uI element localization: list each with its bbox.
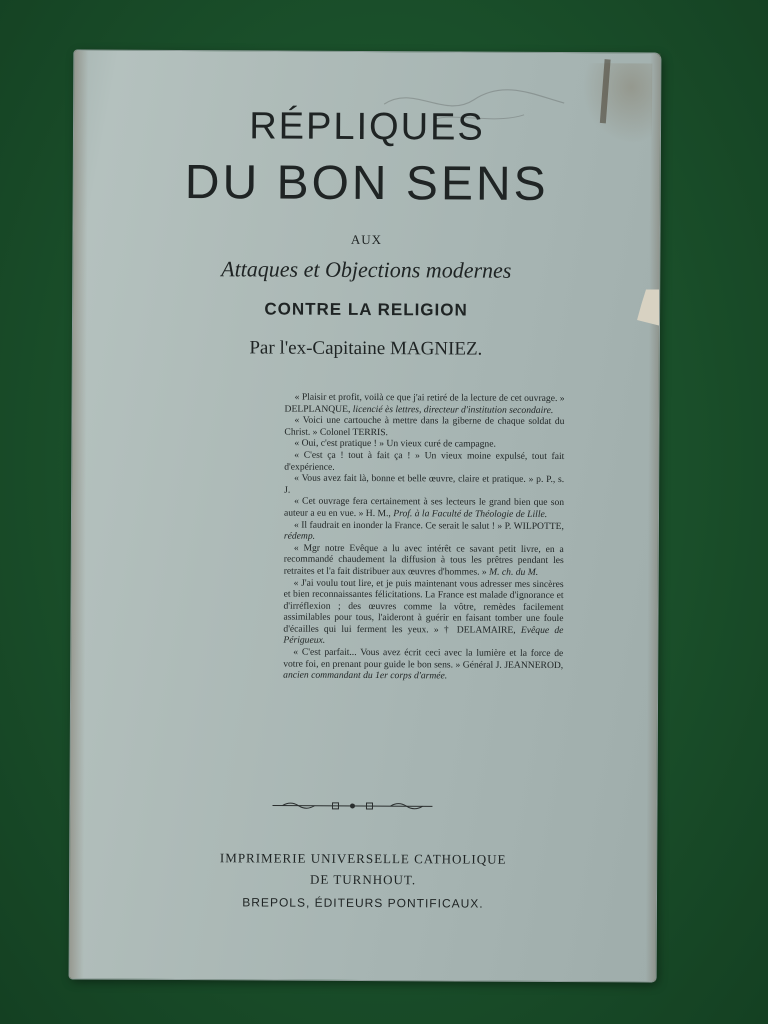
quote: « Voici une cartouche à mettre dans la giberne de chaque soldat du Christ. » Colonel TERRIS. (284, 414, 565, 438)
quote: « C'est parfait... Vous avez écrit ceci avec la lumière et la force de votre foi, en prenant pour guide le bon sens. » Général J. JEANNEROD, ancien commandant du 1er corps d'armée. (283, 646, 564, 682)
ornament-divider (272, 800, 432, 813)
quote: « C'est ça ! tout à fait ça ! » Un vieux moine expulsé, tout fait d'expérience. (284, 449, 565, 473)
imprint-line-3: BREPOLS, ÉDITEURS PONTIFICAUX. (242, 895, 484, 911)
quote: « Mgr notre Evêque a lu avec intérêt ce savant petit livre, en a recommandé chaudement la diffusion à tous les prêtres pendant les retraites et l'a fait distribuer aux œuvres d'hommes. » M. ch. du M. (283, 542, 564, 578)
quote: « Cet ouvrage fera certainement à ses lecteurs le grand bien que son auteur a eu en vue. » H. M., Prof. à la Faculté de Théologie de Lille. (283, 495, 565, 520)
quote: « Il faudrait en inonder la France. Ce serait le salut ! » P. WILPOTTE, rédemp. (283, 519, 564, 542)
imprint-line-2: DE TURNHOUT. (309, 871, 417, 888)
title-line-1: RÉPLIQUES (249, 105, 485, 149)
quote: « Oui, c'est pratique ! » Un vieux curé de campagne. (294, 438, 496, 451)
quote: « Vous avez fait là, bonne et belle œuvre, claire et pratique. » p. P., s. J. (284, 472, 565, 496)
quote: « Plaisir et profit, voilà ce que j'ai retiré de la lecture de cet ouvrage. » DELPLANQUE, licencié ès lettres, directeur d'institution secondaire. (284, 391, 565, 416)
author-line: Par l'ex-Capitaine MAGNIEZ. (249, 337, 483, 360)
book-cover (70, 50, 661, 981)
testimonials (283, 392, 565, 683)
aux-label: AUX (350, 231, 383, 248)
subtitle: Attaques et Objections modernes (221, 256, 512, 283)
title-line-2: DU BON SENS (184, 156, 549, 211)
contre-la-religion: CONTRE LA RELIGION (264, 299, 468, 320)
quote: « J'ai voulu tout lire, et je puis maintenant vous adresser mes sincères et bien reconnaissantes félicitations. La France est malade d'ignorance et d'irréflexion ; des œuvres comme la vôtre, remèdes facilement assimilables pour tous, l'aideront à guérir en faisant tomber une foule d'écailles qui lui ferment les yeux. » † DELAMAIRE, Evêque de Périgueux. (283, 577, 564, 647)
imprint-line-1: IMPRIMERIE UNIVERSELLE CATHOLIQUE (219, 850, 507, 867)
